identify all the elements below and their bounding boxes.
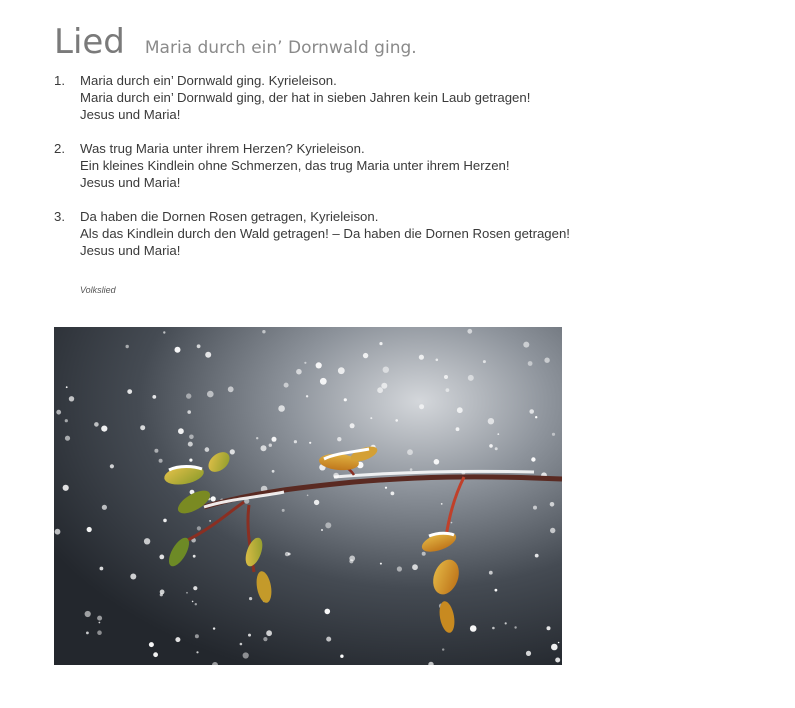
verse-line: Ein kleines Kindlein ohne Schmerzen, das trug Maria unter ihrem Herzen! [80, 158, 510, 173]
source-credit: Volkslied [80, 285, 116, 295]
lyrics [54, 72, 754, 276]
snowy-branch-photo [54, 327, 562, 665]
verse-line: Da haben die Dornen Rosen getragen, Kyrieleison. [80, 209, 379, 224]
verse-number: 1. [54, 73, 65, 88]
verse-line: Jesus und Maria! [80, 175, 181, 190]
verse-line: Was trug Maria unter ihrem Herzen? Kyrieleison. [80, 141, 365, 156]
verse-number: 2. [54, 141, 65, 156]
page-header [54, 22, 417, 62]
verse-number: 3. [54, 209, 65, 224]
verse-line: Maria durch ein’ Dornwald ging, der hat in sieben Jahren kein Laub getragen! [80, 90, 531, 105]
verse-line: Jesus und Maria! [80, 243, 181, 258]
verse-line: Als das Kindlein durch den Wald getragen! – Da haben die Dornen Rosen getragen! [80, 226, 570, 241]
verse-2 [54, 140, 754, 191]
verse-line: Jesus und Maria! [80, 107, 181, 122]
verse-1 [54, 72, 754, 123]
page-title: Lied [54, 22, 125, 62]
verse-line: Maria durch ein’ Dornwald ging. Kyrieleison. [80, 73, 337, 88]
verse-3 [54, 208, 754, 259]
song-title: Maria durch ein’ Dornwald ging. [144, 38, 417, 58]
